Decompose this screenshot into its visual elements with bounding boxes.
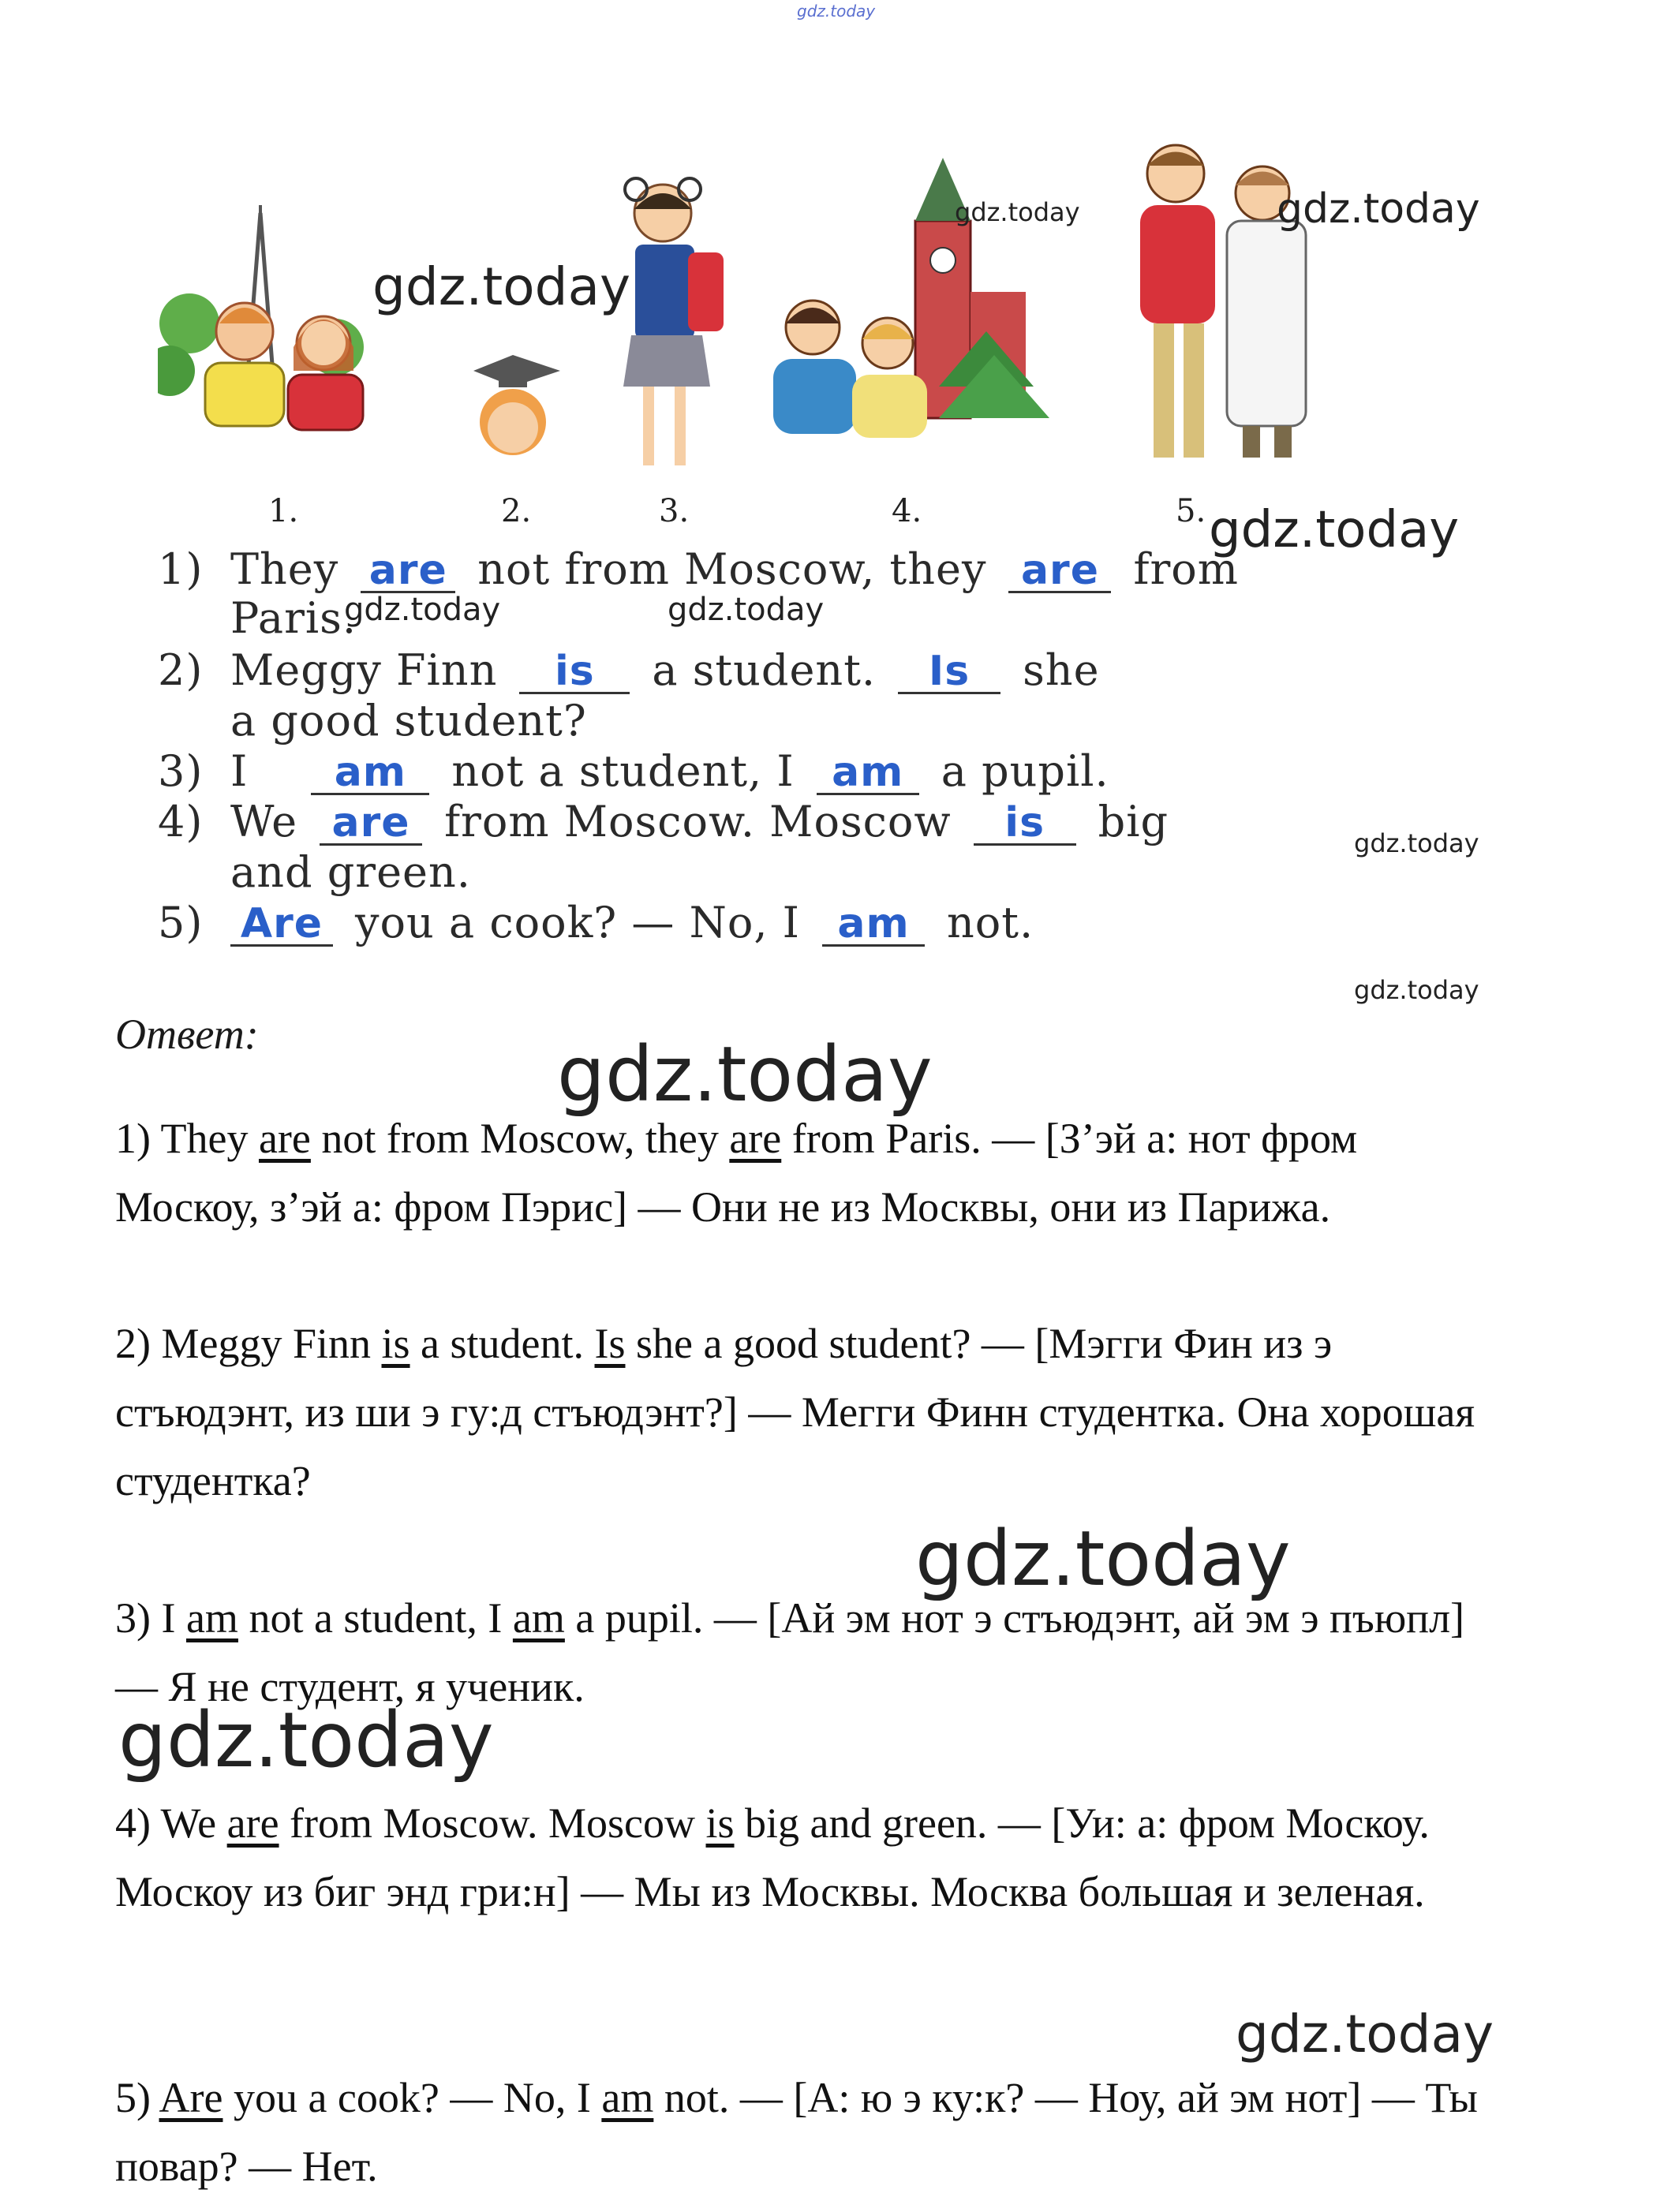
illustration xyxy=(158,134,1452,513)
watermark: gdz.today xyxy=(955,197,1080,227)
watermark: gdz.today xyxy=(557,1030,933,1119)
exercise-line-2: 2) Meggy Finn is a student. Is she xyxy=(158,645,1100,695)
answer-3: 3) I am not a student, I am a pupil. — [Ай эм нот э стъюдэнт, ай эм э пъюпл] — Я не студент, я ученик. xyxy=(115,1594,1465,1710)
figure-label-3: 3. xyxy=(659,493,690,529)
answer-2: 2) Meggy Finn is a student. Is she a good student? — [Мэгги Фин из э стъюдэнт, из ши э гу:д стъюдэнт?] — Мегги Финн студентка. Она хорошая студентка? xyxy=(115,1320,1475,1504)
watermark: gdz.today xyxy=(372,256,631,317)
figure-label-5: 5. xyxy=(1176,493,1206,529)
exercise-line-3: 3) I am not a student, I am a pupil. xyxy=(158,746,1109,796)
watermark: gdz.today xyxy=(118,1696,494,1784)
watermark: gdz.today xyxy=(915,1515,1291,1603)
exercise-line-4: 4) We are from Moscow. Moscow is big xyxy=(158,797,1169,846)
answer-heading: Ответ: xyxy=(115,1011,259,1058)
answer-1: 1) They are not from Moscow, they are from Paris. — [З’эй а: нот фром Москоу, з’эй а: фром Пэрис] — Они не из Москвы, они из Парижа. xyxy=(115,1115,1358,1231)
watermark: gdz.today xyxy=(1354,975,1479,1005)
exercise-line-5: 5) Are you a cook? — No, I am not. xyxy=(158,898,1034,947)
figure-label-1: 1. xyxy=(268,493,299,529)
watermark: gdz.today xyxy=(1354,828,1479,858)
figure-schoolgirl xyxy=(623,178,724,465)
watermark: gdz.today xyxy=(344,592,501,628)
watermark: gdz.today xyxy=(668,592,825,628)
figure-paris-couple xyxy=(158,205,364,430)
answer-4: 4) We are from Moscow. Moscow is big and green. — [Уи: а: фром Москоу. Москоу из биг энд гри:н] — Мы из Москвы. Москва большая и зеленая. xyxy=(115,1799,1430,1915)
exercise-line-4-cont: and green. xyxy=(230,847,471,897)
exercise-line-2-cont: a good student? xyxy=(230,696,587,745)
figure-graduate xyxy=(473,355,560,455)
figure-label-4: 4. xyxy=(892,493,922,529)
watermark: gdz.today xyxy=(1277,185,1480,233)
figure-label-2: 2. xyxy=(501,493,532,529)
answer-5: 5) Are you a cook? — No, I am not. — [А: ю э ку:к? — Ноу, ай эм нот] — Ты повар? — Нет. xyxy=(115,2074,1478,2190)
watermark: gdz.today xyxy=(1209,501,1460,559)
watermark-top: gdz.today xyxy=(797,2,876,21)
watermark: gdz.today xyxy=(1236,2004,1494,2064)
exercise-line-1-cont: Paris. xyxy=(230,593,357,643)
exercise-line-1: 1) They are not from Moscow, they are from xyxy=(158,544,1239,594)
